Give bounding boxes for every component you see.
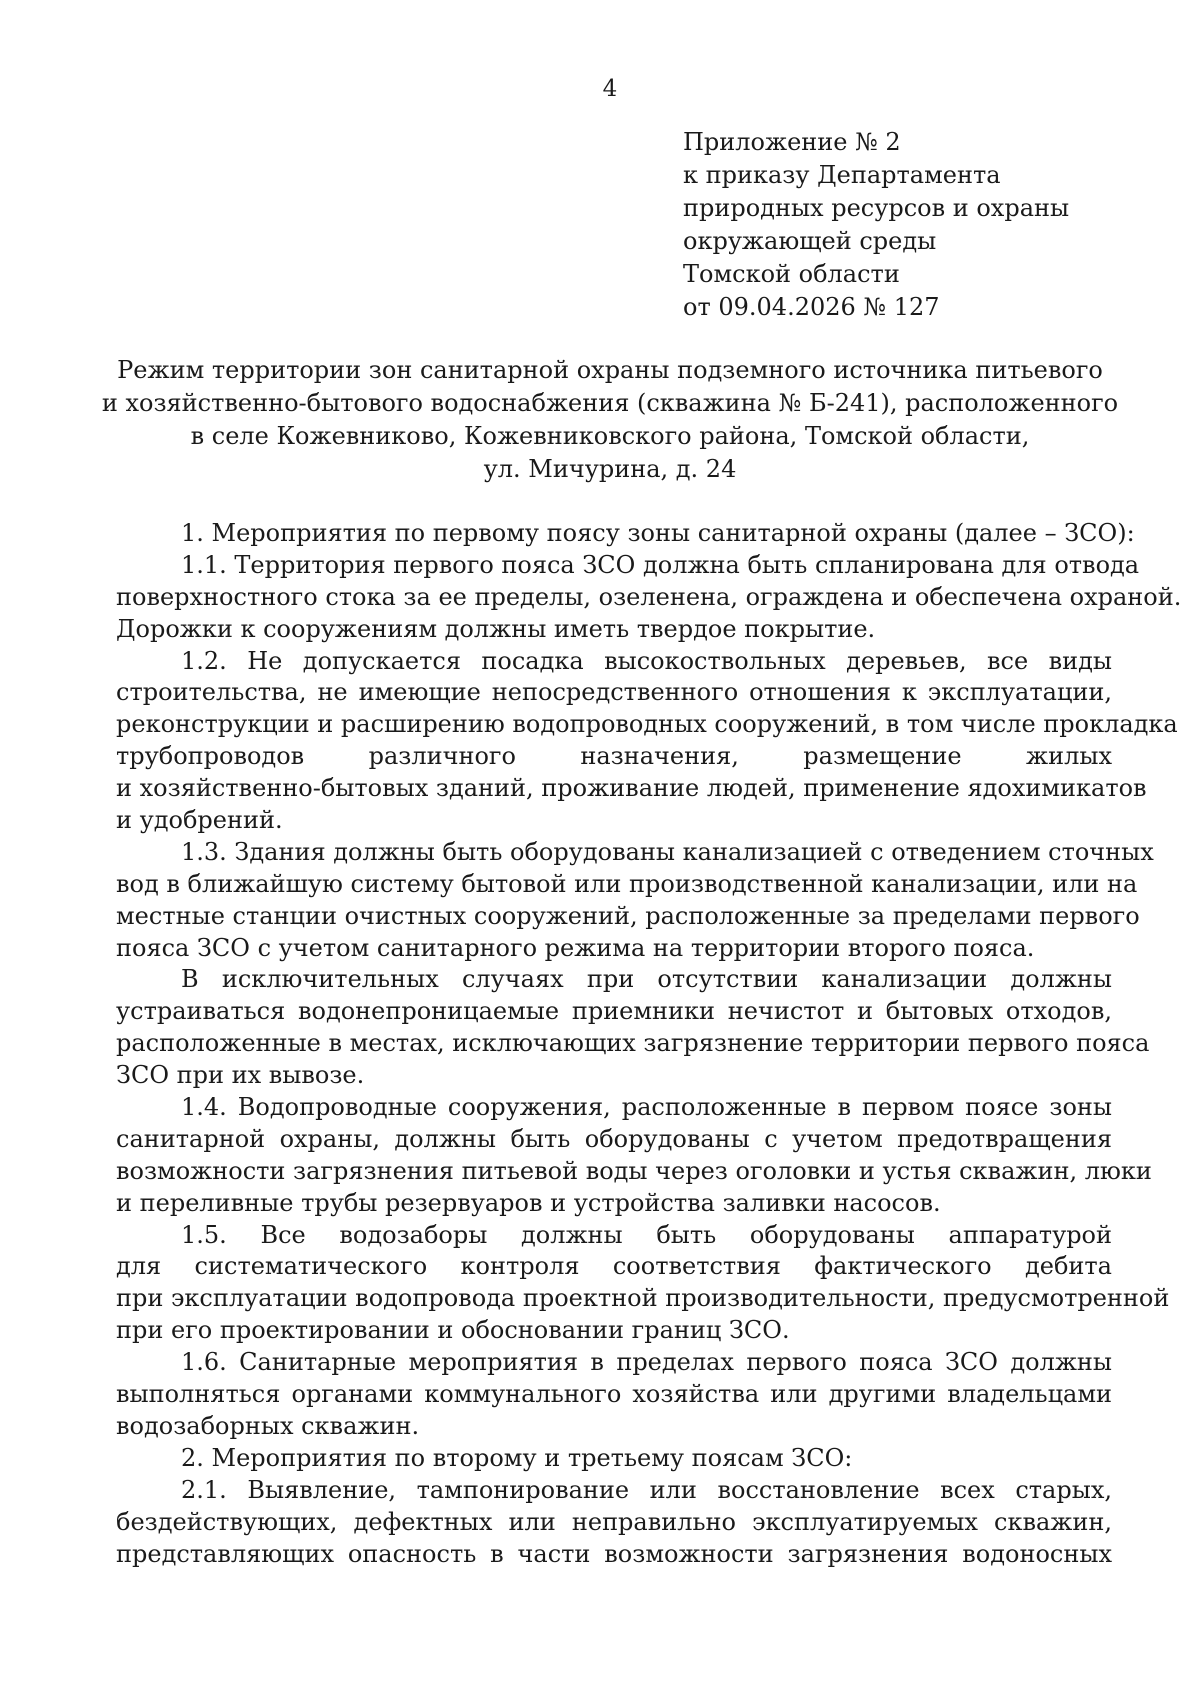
body-line: 1.1. Территория первого пояса ЗСО должна быть спланирована для отвода xyxy=(181,550,1140,579)
title-line: Режим территории зон санитарной охраны подземного источника питьевого xyxy=(117,356,1103,384)
body-line: В исключительных случаях при отсутствии канализации должны xyxy=(181,965,1112,994)
body-line: и хозяйственно-бытовых зданий, проживание людей, применение ядохимикатов xyxy=(116,774,1147,803)
body-line: возможности загрязнения питьевой воды через оголовки и устья скважин, люки xyxy=(116,1156,1152,1185)
body-line: реконструкции и расширению водопроводных сооружений, в том числе прокладка xyxy=(116,710,1178,739)
body-line: местные станции очистных сооружений, расположенные за пределами первого xyxy=(116,901,1140,930)
body-line: 1.2. Не допускается посадка высокоствольных деревьев, все виды xyxy=(181,646,1112,675)
body-line: строительства, не имеющие непосредственного отношения к эксплуатации, xyxy=(116,678,1112,707)
body-line: для систематического контроля соответствия фактического дебита xyxy=(116,1252,1112,1281)
appendix-line: Томской области xyxy=(683,260,900,288)
body-line: и переливные трубы резервуаров и устройства заливки насосов. xyxy=(116,1188,941,1217)
body-line: трубопроводов различного назначения, размещение жилых xyxy=(116,742,1112,771)
title-line: и хозяйственно-бытового водоснабжения (скважина № Б-241), расположенного xyxy=(101,389,1119,417)
body-line: устраиваться водонепроницаемые приемники нечистот и бытовых отходов, xyxy=(116,997,1112,1026)
body-line: водозаборных скважин. xyxy=(116,1411,420,1440)
body-line: ЗСО при их вывозе. xyxy=(116,1061,365,1090)
body-line: выполняться органами коммунального хозяйства или другими владельцами xyxy=(116,1380,1112,1409)
appendix-line: Приложение № 2 xyxy=(683,128,901,156)
body-line: 2.1. Выявление, тампонирование или восстановление всех старых, xyxy=(181,1475,1112,1504)
body-line: 1.3. Здания должны быть оборудованы канализацией с отведением сточных xyxy=(181,837,1154,866)
body-line: санитарной охраны, должны быть оборудованы с учетом предотвращения xyxy=(116,1124,1112,1153)
body-line: 2. Мероприятия по второму и третьему поясам ЗСО: xyxy=(181,1443,853,1472)
body-line: расположенные в местах, исключающих загрязнение территории первого пояса xyxy=(116,1029,1150,1058)
body-line: при его проектировании и обосновании границ ЗСО. xyxy=(116,1316,790,1345)
body-line: пояса ЗСО с учетом санитарного режима на территории второго пояса. xyxy=(116,933,1035,962)
body-line: 1.6. Санитарные мероприятия в пределах первого пояса ЗСО должны xyxy=(181,1348,1112,1377)
document-body xyxy=(116,518,1182,1570)
title-line: в селе Кожевниково, Кожевниковского района, Томской области, xyxy=(190,422,1030,450)
body-line: представляющих опасность в части возможности загрязнения водоносных xyxy=(116,1539,1112,1568)
title-line: ул. Мичурина, д. 24 xyxy=(483,455,737,483)
appendix-line: от 09.04.2026 № 127 xyxy=(683,293,940,321)
page-number: 4 xyxy=(602,76,618,102)
body-line: 1.5. Все водозаборы должны быть оборудованы аппаратурой xyxy=(181,1220,1112,1249)
appendix-header xyxy=(683,126,1069,324)
body-line: и удобрений. xyxy=(116,806,283,835)
body-line: вод в ближайшую систему бытовой или производственной канализации, или на xyxy=(116,869,1138,898)
body-line: бездействующих, дефектных или неправильно эксплуатируемых скважин, xyxy=(116,1507,1112,1536)
appendix-line: окружающей среды xyxy=(683,227,937,255)
body-line: 1. Мероприятия по первому поясу зоны санитарной охраны (далее – ЗСО): xyxy=(181,519,1135,547)
appendix-line: к приказу Департамента xyxy=(683,161,1001,189)
body-line: поверхностного стока за ее пределы, озеленена, ограждена и обеспечена охраной. xyxy=(116,582,1182,611)
body-line: Дорожки к сооружениям должны иметь твердое покрытие. xyxy=(116,614,876,643)
document-title xyxy=(100,354,1120,486)
body-line: 1.4. Водопроводные сооружения, расположенные в первом поясе зоны xyxy=(181,1093,1112,1122)
appendix-line: природных ресурсов и охраны xyxy=(683,194,1070,222)
body-line: при эксплуатации водопровода проектной производительности, предусмотренной xyxy=(116,1284,1170,1313)
